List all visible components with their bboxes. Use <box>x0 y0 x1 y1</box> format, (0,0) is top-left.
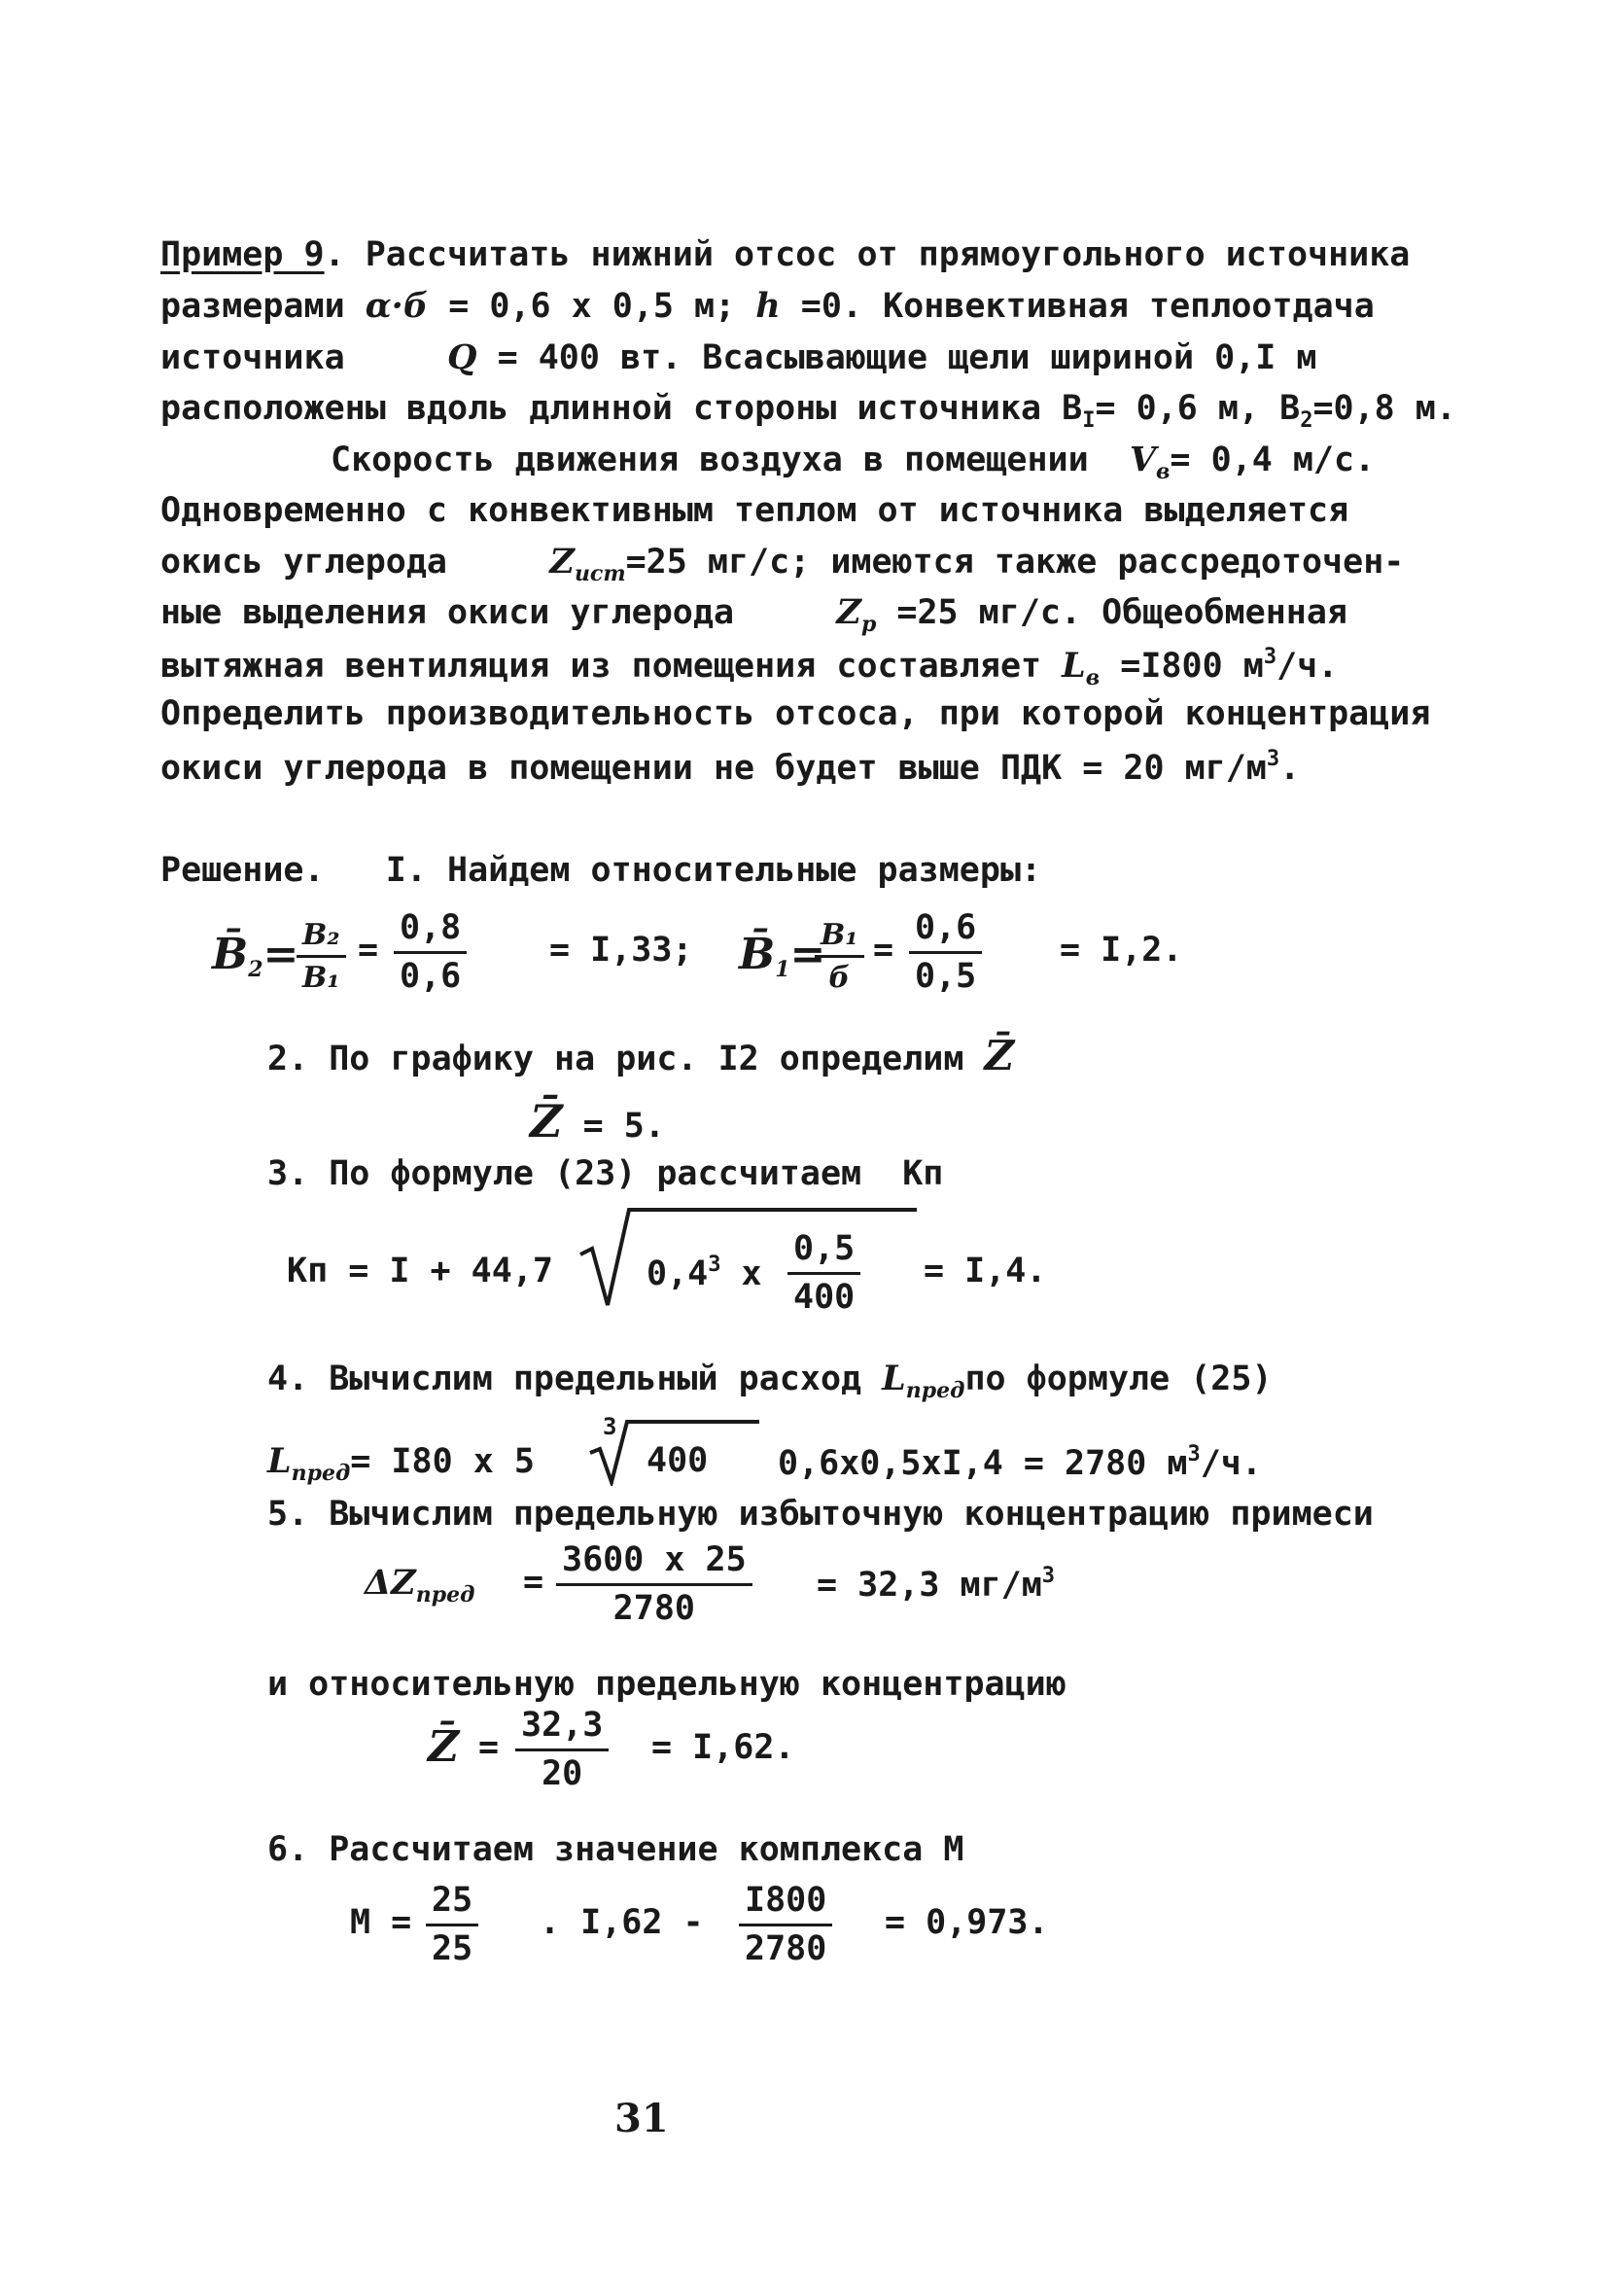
step-2-result: Z̄ = 5. <box>530 1095 665 1148</box>
problem-line-11: окиси углерода в помещении не будет выше ПДК = 20 $мг/м^3$. <box>160 747 1301 788</box>
fraction-08-06: $\frac{0,8}{0,6}$ <box>394 909 467 995</box>
problem-line-3: источника Q = 400 вт. Всасывающие щели шириной 0,I м <box>160 337 1317 377</box>
root-index: 3 <box>603 1413 617 1440</box>
problem-line-8: ные выделения окиси углерода $Z_р =25$ мг/с. Общеобменная <box>160 592 1347 637</box>
fraction-b2-b1: $\frac{\text{B₂}}{\text{B₁}}$ <box>297 919 346 994</box>
fraction-05-400: $\frac{0,5}{400}$ <box>787 1230 860 1316</box>
var-lv: L <box>1062 646 1086 686</box>
step-3: 3. По формуле (23) рассчитаем Кп <box>267 1154 944 1193</box>
fraction-25-25: $\frac{25}{25}$ <box>426 1882 478 1967</box>
var-h: h <box>755 286 781 326</box>
var-v: V <box>1129 440 1156 479</box>
problem-line-6: Одновременно с конвективным теплом от источника выделяется <box>160 491 1349 530</box>
problem-line-1: Пример 9. Рассчитать нижний отсос от прямоугольного источника <box>160 235 1411 274</box>
var-q: Q <box>447 337 477 377</box>
fraction-1800-2780: $\frac{I800}{2780}$ <box>739 1882 832 1967</box>
relative-concentration-text: и относительную предельную концентрацию <box>267 1665 1066 1704</box>
problem-line-2: размерами α·б = 0,6 х 0,5 м; h =0. Конвективная теплоотдача <box>160 286 1375 326</box>
step-2: 2. По графику на рис. I2 определим Z̄ <box>267 1032 1015 1079</box>
var-ab: α·б <box>365 286 429 326</box>
problem-line-9: вытяжная вентиляция из помещения составляет $L_в =I800$ $м^3/ч$. <box>160 645 1339 690</box>
var-zist: Z <box>549 542 575 582</box>
var-zr: Z <box>836 592 861 632</box>
document-page: Пример 9. Рассчитать нижний отсос от прямоугольного источника размерами α·б = 0,6 х 0,5 м; h =0. Конвективная теплоотдача источника Q = 400 вт. Всасывающие щели шириной 0,I м расположены вдоль длинной стороны источника $В_I= 0,6$ м, $В_2=0,8$ м. Скорость движения воздуха в помещении $V_в= 0,4$ м/с. Одновременно с конвективным теплом от источника выделяется окись углерода $Z_{ист}=25$ мг/с; имеются также рассредоточен- ные выделения окиси углерода $Z_р =25$ мг/с. Общеобменная вытяжная вентиляция из помещения составляет $L_в =I800$ $м^3/ч$. Определить производительность отсоса, при которой концентрация окиси углерода в помещении не будет выше ПДК = 20 $мг/м^3$. Решение. I. Найдем относительные размеры: $B̄_2=$ $\frac{\text{B₂}}{\text{B₁}}$ = $\frac{0,8}{0,6}$ = I,33; $B̄_1=$ B₁ б = $\frac{0,6}{0,5}$ = I,2. 2. По графику на рис. I2 определим Z̄ Z̄ = 5. 3. По формуле (23) рассчитаем Кп Кп = I + 44,7 $0,4^3$ х $\frac{0,5}{400}$ = I,4. 4. Вычислим предельный расход $L_{пред}по$ формуле (25) $L_{пред}= I80$ х 5 3 400 0,6х0,5хI,4 = 2780 $м^3/ч$. 5. Вычислим предельную избыточную концентрацию примеси $\Delta Z_{пред}$ = 3600 х 25 2780 = 32,3 $мг/м^3$ и относительную предельную концентрацию Z̄ = $\frac{32,3}{20}$ = I,62. 6. Рассчитаем значение комплекса М М = $\frac{25}{25}$ . I,62 - $\frac{I800}{2780}$ = 0,973. 31 <box>0 0 1608 2296</box>
problem-line-10: Определить производительность отсоса, при которой концентрация <box>160 694 1431 733</box>
page-number: 31 <box>614 2096 669 2141</box>
fraction-b1-b: B₁ б <box>815 919 864 994</box>
fraction-06-05: $\frac{0,6}{0,5}$ <box>909 909 982 995</box>
problem-line-7: окись углерода $Z_{ист}=25$ мг/с; имеются также рассредоточен- <box>160 542 1405 586</box>
step-4: 4. Вычислим предельный расход $L_{пред}по$ формуле (25) <box>267 1359 1273 1403</box>
problem-line-5: Скорость движения воздуха в помещении $V_в= 0,4$ м/с. <box>331 440 1376 484</box>
fraction-323-20: $\frac{32,3}{20}$ <box>515 1707 609 1792</box>
example-label: Пример 9 <box>160 235 325 274</box>
step-5: 5. Вычислим предельную избыточную концентрацию примеси <box>267 1495 1374 1534</box>
problem-line-4: расположены вдоль длинной стороны источника $В_I= 0,6$ м, $В_2=0,8$ м. <box>160 389 1456 433</box>
solution-heading: Решение. I. Найдем относительные размеры: <box>160 851 1042 890</box>
fraction-3600x25-2780: 3600 х 25 2780 <box>556 1541 752 1627</box>
step-6: 6. Рассчитаем значение комплекса М <box>267 1830 964 1869</box>
